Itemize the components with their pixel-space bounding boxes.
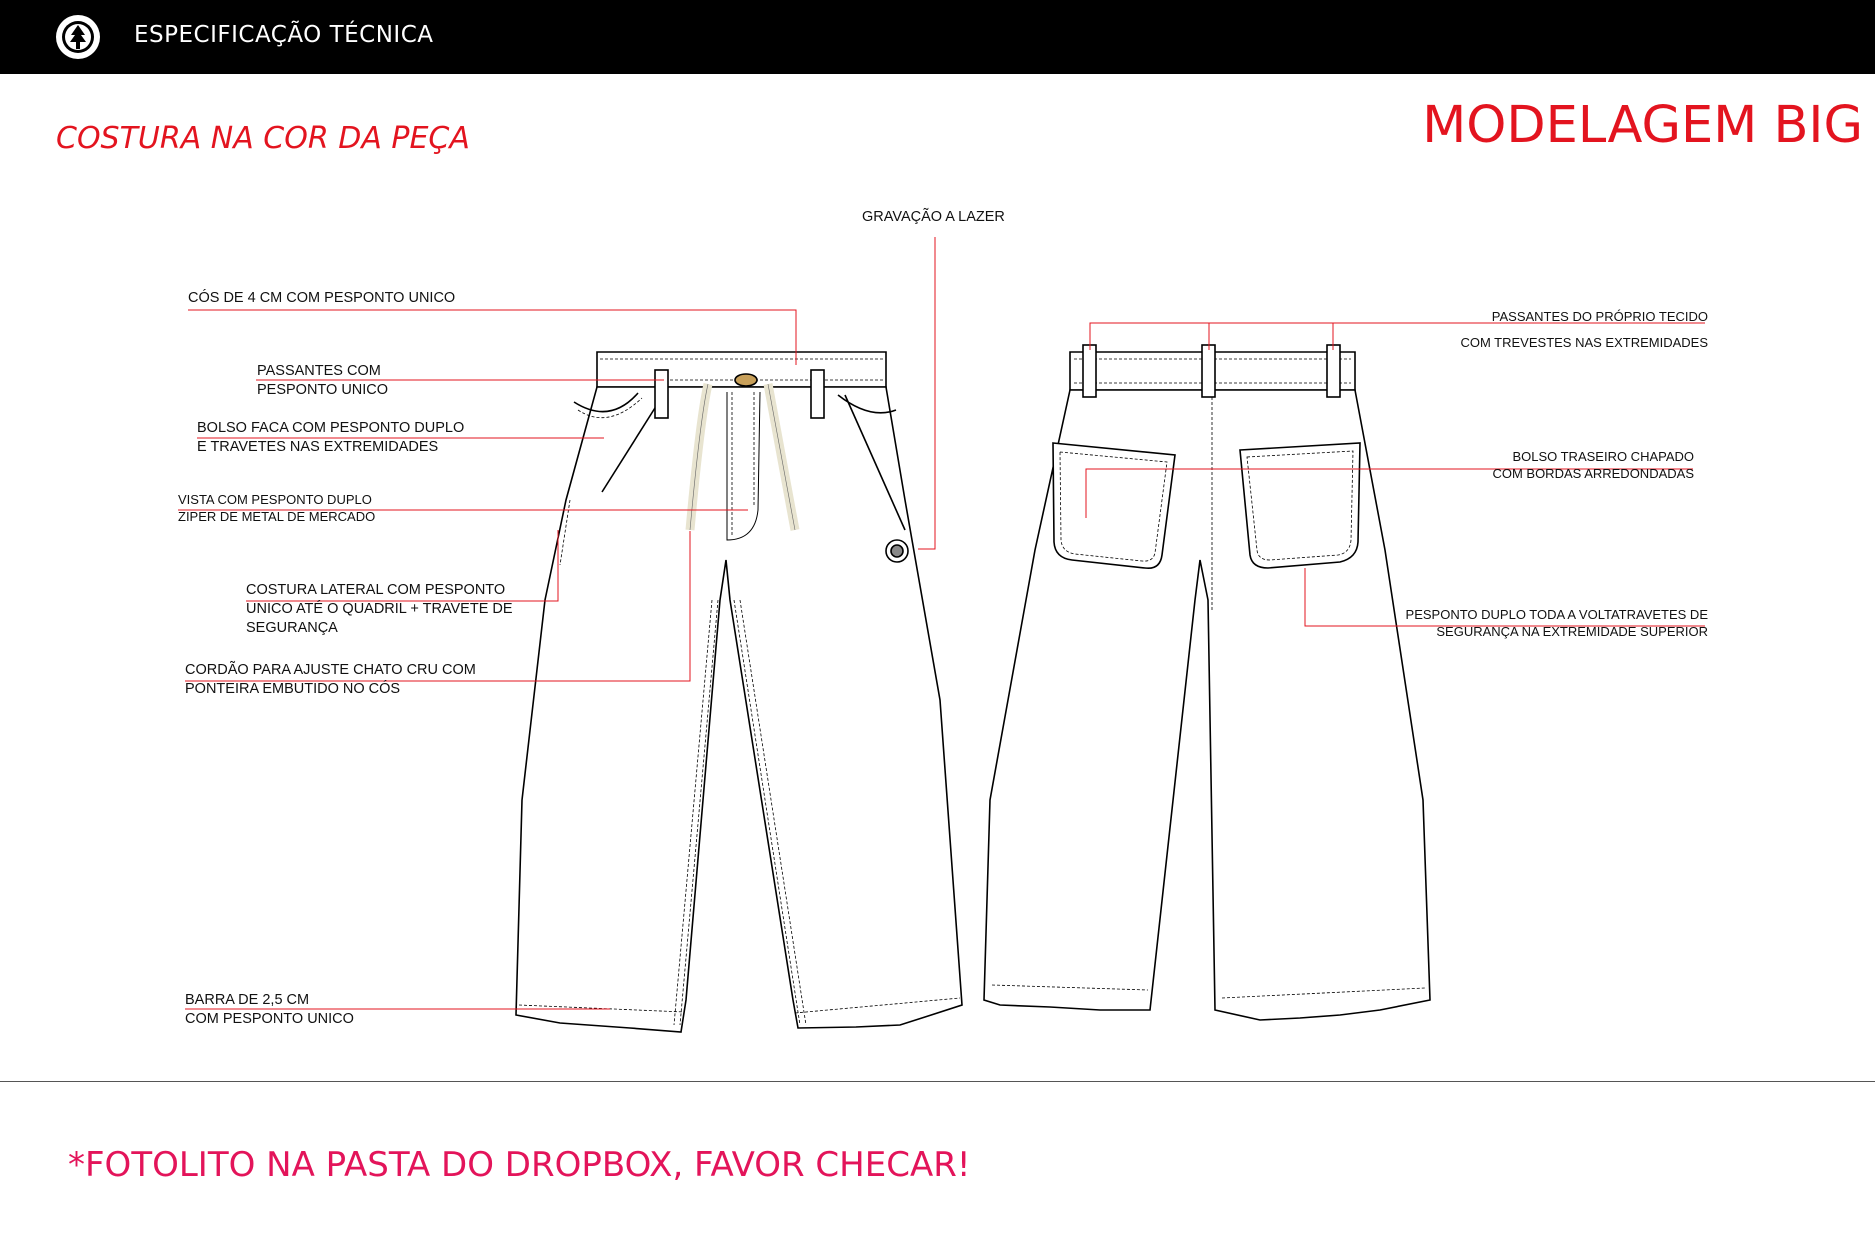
- label-double-stitch: [1406, 606, 1708, 640]
- label-hem: [185, 991, 354, 1029]
- label-laser-engraving: GRAVAÇÃO A LAZER: [862, 209, 1005, 225]
- label-back-pocket-line2: COM BORDAS ARREDONDADAS: [1492, 466, 1694, 481]
- label-double-stitch-line2: SEGURANÇA NA EXTREMIDADE SUPERIOR: [1436, 624, 1708, 639]
- label-back-pocket: [1492, 448, 1694, 482]
- label-hem-line1: BARRA DE 2,5 CM: [185, 992, 310, 1008]
- label-waistband: CÓS DE 4 CM COM PESPONTO UNICO: [188, 290, 456, 306]
- label-knife-pocket-line2: E TRAVETES NAS EXTREMIDADES: [197, 439, 439, 455]
- label-hem-line2: COM PESPONTO UNICO: [185, 1011, 354, 1027]
- footer-divider: [0, 1081, 1875, 1082]
- label-fabric-loops: [1460, 304, 1708, 356]
- dropbox-note: *FOTOLITO NA PASTA DO DROPBOX, FAVOR CHECAR!: [68, 1145, 971, 1185]
- label-knife-pocket-line1: BOLSO FACA COM PESPONTO DUPLO: [197, 420, 465, 436]
- header-title: ESPECIFICAÇÃO TÉCNICA: [134, 22, 434, 48]
- label-side-seam: [246, 581, 513, 638]
- label-side-seam-line3: SEGURANÇA: [246, 620, 338, 636]
- label-belt-loops-line1: PASSANTES COM: [257, 363, 381, 379]
- front-pants: [516, 352, 962, 1032]
- label-side-seam-line1: COSTURA LATERAL COM PESPONTO: [246, 582, 506, 598]
- label-belt-loops: [257, 362, 388, 400]
- label-fly: [178, 491, 375, 525]
- label-knife-pocket: [197, 419, 464, 457]
- label-fabric-loops-line2: COM TREVESTES NAS EXTREMIDADES: [1460, 335, 1708, 350]
- label-drawcord-line2: PONTEIRA EMBUTIDO NO CÓS: [185, 681, 401, 697]
- label-belt-loops-line2: PESPONTO UNICO: [257, 382, 389, 398]
- label-fly-line1: VISTA COM PESPONTO DUPLO: [178, 492, 372, 507]
- stitch-color-subtitle: COSTURA NA COR DA PEÇA: [56, 121, 470, 156]
- back-pants: [984, 345, 1430, 1020]
- label-back-pocket-line1: BOLSO TRASEIRO CHAPADO: [1512, 449, 1694, 464]
- label-fabric-loops-line1: PASSANTES DO PRÓPRIO TECIDO: [1491, 309, 1708, 324]
- label-drawcord: [185, 661, 476, 699]
- model-label: MODELAGEM BIG: [1422, 96, 1863, 155]
- label-side-seam-line2: UNICO ATÉ O QUADRIL + TRAVETE DE: [246, 601, 513, 617]
- label-double-stitch-line1: PESPONTO DUPLO TODA A VOLTATRAVETES DE: [1405, 607, 1708, 622]
- label-drawcord-line1: CORDÃO PARA AJUSTE CHATO CRU COM: [185, 662, 476, 678]
- label-fly-line2: ZIPER DE METAL DE MERCADO: [178, 509, 376, 524]
